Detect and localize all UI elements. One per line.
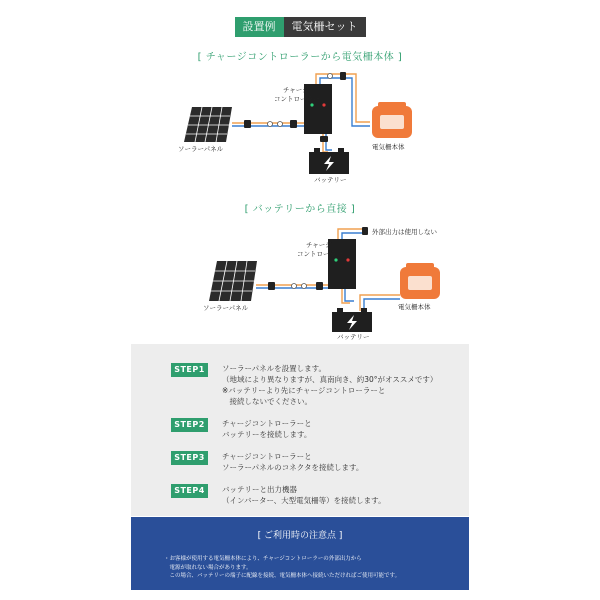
step-text: チャージコントローラーと バッテリーを接続します。 [222,419,312,439]
fence-unit-label: 電気柵本体 [398,303,431,311]
solar-panel-label: ソーラーパネル [178,145,224,153]
electric-fence-unit-icon [372,102,412,138]
step-badge: STEP2 [171,418,208,432]
section1-title: [ チャージコントローラーから電気柵本体 ] [197,52,403,63]
battery-label: バッテリー [314,176,347,184]
step-4 [171,484,386,506]
step-badge: STEP3 [171,451,208,465]
electric-fence-unit-icon [400,263,440,299]
step-badge: STEP4 [171,484,208,498]
charge-controller-icon [328,239,356,289]
notice-title: [ ご利用時の注意点 ] [257,531,343,541]
notice-body: ・お客様が使用する電気柵本体により、チャージコントローラーの外部出力から 電源が取れない場合があります。 この場合、バッテリーの端子に配線を接続、電気柵本体へ接続いただければご使用可能です。 [164,556,401,579]
header-tabs [0,17,600,37]
battery-icon [332,308,372,332]
battery-label: バッテリー [337,333,370,340]
controller-label-2: コントローラー [274,95,320,103]
fence-unit-label: 電気柵本体 [372,143,405,151]
controller-label-1: チャージ [306,241,332,249]
external-output-note: 外部出力は使用しない [372,228,437,236]
diagram-controller-to-fence [0,60,600,190]
steps-panel [131,344,469,516]
tab-installation-example[interactable]: 設置例 [235,17,284,37]
step-text: ソーラーパネルを設置します。 （地域により異なりますが、真南向き、約30°がオススメです） ※バッテリーより先にチャージコントローラーと 接続しないでください。 [222,364,438,406]
step-text: バッテリーと出力機器 （インバーター、大型電気柵等）を接続します。 [222,485,386,505]
solar-panel-icon [184,107,232,142]
solar-panel-label: ソーラーパネル [203,304,249,312]
step-2 [171,418,312,440]
controller-label-2: コントローラー [297,250,343,258]
section2-title: [ バッテリーから直接 ] [244,204,356,215]
tab-electric-fence-set[interactable]: 電気柵セット [284,17,366,37]
step-1 [171,363,437,407]
step-text: チャージコントローラーと ソーラーパネルのコネクタを接続します。 [222,452,364,472]
usage-notice [131,517,469,590]
step-badge: STEP1 [171,363,208,377]
controller-label-1: チャージ [283,86,309,94]
battery-icon [309,148,349,174]
diagram-battery-direct [0,215,600,340]
step-3 [171,451,363,473]
solar-panel-icon [209,261,257,301]
